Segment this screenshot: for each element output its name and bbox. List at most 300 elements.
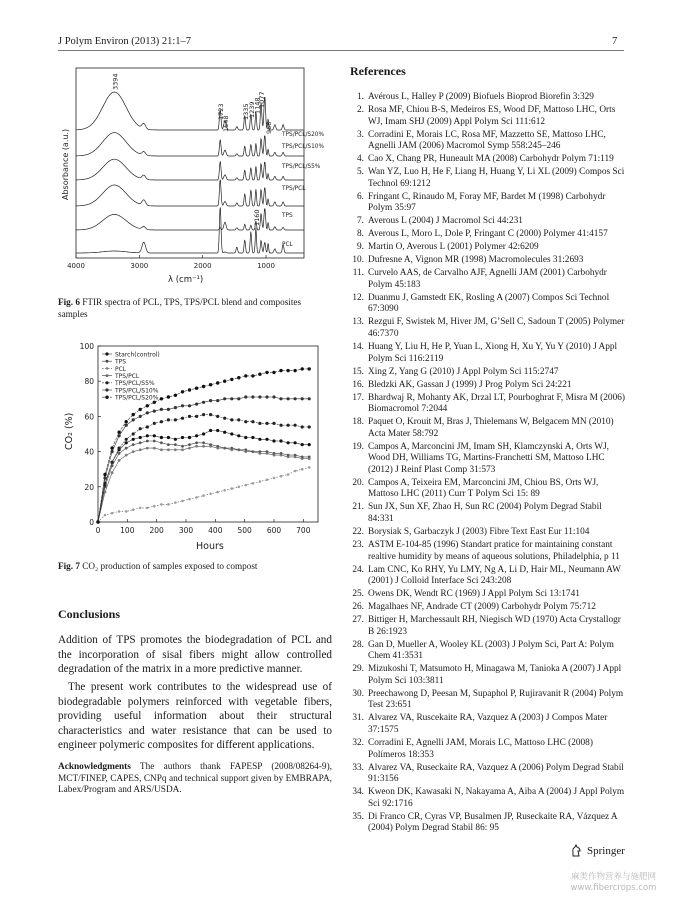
reference-number: 11. [352,268,364,279]
fig6-x-ticks [67,255,275,270]
reference-text: Curvelo AAS, de Carvalho AJF, Agnelli JAM (2001) Carbohydr Polym 45:183 [368,268,607,290]
reference-text: Rezgui F, Swistek M, Hiver JM, G’Sell C, Sadoun T (2005) Polymer 46:7370 [368,317,625,339]
conclusions-paragraph-1: Addition of TPS promotes the biodegradation of PCL and the incorporation of sisal fibers might allow controlled degradation of the matrix in a more predictive manner. [58,634,332,676]
reference-text: Di Franco CR, Cyras VP, Busalmen JP, Ruseckaite RA, Vázquez A (2004) Polym Degrad Stabil 86: 95 [368,811,618,834]
reference-number: 24. [352,564,364,575]
fig7-data-point [167,443,170,446]
fig6-peak-label: 1648 [222,115,230,132]
fig7-legend-marker [106,374,109,377]
fig7-x-label: Hours [196,541,224,552]
fig7-data-point [195,434,198,437]
fig7-data-point [223,489,226,492]
reference-item [350,589,626,601]
reference-number: 31. [352,713,364,724]
fig6-caption-label: Fig. 6 [58,297,80,307]
fig7-data-point [272,422,275,425]
fig6-peak-label: 1335 [241,103,250,120]
reference-text: Kweon DK, Kawasaki N, Nakayama A, Aiba A (2004) J Appl Polym Sci 92:1716 [368,787,625,809]
fig7-data-point [160,503,163,506]
fig7-y-tick-label: 20 [84,482,94,492]
springer-knight-icon [570,844,583,857]
fig7-data-point [251,395,254,398]
fig7-data-point [209,493,212,496]
fig7-x-tick-label: 100 [120,526,135,535]
reference-number: 27. [352,615,364,626]
fig7-data-point [238,486,241,489]
reference-text: Alvarez VA, Ruseckaite RA, Vazquez A (2006) Polym Degrad Stabil 91:3156 [368,762,624,785]
fig7-data-point [132,450,135,453]
fig7-data-point [245,484,248,487]
fig7-data-point [279,397,282,400]
fig6-spectrum-line [76,180,304,206]
reference-item [350,527,626,539]
fig6-caption [58,296,328,320]
fig7-legend-marker [105,381,108,384]
reference-number: 16. [352,379,364,390]
fig7-data-point [258,395,261,398]
acknowledgments [58,762,332,797]
fig7-series-line [98,415,309,522]
fig7-series-line [98,431,309,523]
fig7-data-point [153,434,156,437]
reference-item [350,192,626,215]
fig7-data-point [223,431,226,434]
fig7-data-point [181,500,184,503]
fig7-data-point [244,436,247,439]
reference-item [350,738,626,761]
fig7-data-point [132,508,135,511]
fig7-data-point [209,383,212,386]
reference-item [350,167,626,190]
reference-number: 15. [352,366,364,377]
fig7-legend-label: PCL [115,365,127,373]
reference-item [350,317,626,340]
fig7-data-point [174,443,177,446]
fig7-data-point [279,424,282,427]
fig7-data-point [188,447,191,450]
reference-text: Borysiak S, Garbaczyk J (2003) Fibre Text East Eur 11:104 [368,526,590,537]
conclusions-heading: Conclusions [58,607,121,621]
fig7-co2-chart [58,338,328,553]
fig7-data-point [132,418,135,421]
fig7-data-point [111,512,114,515]
fig7-data-point [146,447,149,450]
fig7-data-point [202,441,205,444]
fig6-series-label: TPS [282,213,293,219]
reference-text: Avérous L, Halley P (2009) Biofuels Bioprod Biorefin 3:329 [368,92,594,102]
fig7-data-point [244,374,247,377]
reference-number: 1. [357,92,364,102]
reference-item [350,787,626,810]
reference-number: 12. [352,292,364,303]
fig7-data-point [188,498,191,501]
fig7-data-point [181,417,184,420]
fig7-data-point [237,376,240,379]
fig7-data-point [266,452,269,455]
reference-number: 7. [357,216,364,227]
fig7-data-point [202,385,205,388]
reference-text: Gan D, Mueller A, Wooley KL (2003) J Polym Sci, Part A: Polym Chem 41:3531 [368,639,614,662]
reference-item [350,393,626,416]
fig7-data-point [308,367,311,370]
fig7-data-point [294,397,297,400]
fig7-data-point [259,452,262,455]
fig7-data-point [273,454,276,457]
reference-text: Bledzki AK, Gassan J (1999) J Prog Polym Sci 24:221 [368,379,572,390]
fig7-data-point [125,441,128,444]
fig7-caption-label: Fig. 7 [58,561,80,571]
fig7-data-point [230,448,233,451]
header-rule [58,50,624,51]
reference-item [350,713,626,736]
fig7-x-tick-label: 600 [266,526,282,535]
fig7-data-point [280,454,283,457]
fig7-data-point [153,422,156,425]
fig6-peak-label: 1239 [247,101,256,118]
reference-item [350,812,626,835]
fig7-x-tick-label: 400 [208,526,223,535]
fig7-data-point [111,461,114,464]
fig6-y-label: Absorbance (a.u.) [61,128,70,200]
fig6-peak-label: 1723 [217,103,226,120]
fig7-data-point [160,441,163,444]
reference-number: 30. [352,688,364,699]
fig7-data-point [153,440,156,443]
fig7-data-point [188,443,191,446]
reference-number: 32. [352,737,364,748]
fig7-data-point [251,420,254,423]
fig7-data-point [125,438,128,441]
reference-number: 22. [352,526,364,537]
fig6-x-tick-label: 2000 [193,262,212,270]
fig7-legend-label: TPS [115,358,127,366]
fig7-y-tick-label: 60 [84,412,94,422]
fig7-data-point [216,447,219,450]
fig7-data-point [174,448,177,451]
fig7-data-point [167,436,170,439]
references-heading: References [350,64,406,78]
fig7-data-point [301,443,304,446]
conclusions-paragraph-2: The present work contributes to the widespread use of biodegradable polymers reinforced with vegetable fibers, providing useful information about their structural characteristics and water resistance that can be used to engineer polymeric composites for different applications. [58,681,332,752]
reference-item [350,615,626,638]
fig7-data-point [139,436,142,439]
fig6-series-label: TPS/PCL/S10% [282,144,324,150]
fig7-data-point [251,374,254,377]
fig7-data-point [117,431,120,434]
reference-item [350,216,626,228]
reference-number: 28. [352,639,364,650]
fig7-data-point [272,371,275,374]
fig7-data-point [244,395,247,398]
fig7-data-point [118,459,121,462]
reference-number: 3. [357,129,364,140]
reference-item [350,255,626,267]
fig7-data-point [301,468,304,471]
fig6-peak-label: 1077 [258,91,267,108]
fig7-data-point [103,476,106,479]
reference-text: Huang Y, Liu H, He P, Yuan L, Xiong H, Xu Y, Yu Y (2010) J Appl Polym Sci 116:2119 [368,341,618,364]
fig7-data-point [174,394,177,397]
fig7-data-point [188,436,191,439]
fig7-data-point [202,413,205,416]
fig7-data-point [139,448,142,451]
fig7-data-point [237,418,240,421]
fig7-x-tick-label: 200 [149,526,164,535]
reference-text: Averous L, Moro L, Dole P, Fringant C (2000) Polymer 41:4157 [368,229,608,240]
fig7-data-point [230,397,233,400]
fig7-data-point [294,424,297,427]
fig6-peak-labels [111,73,273,226]
reference-text: Mizukoshi T, Matsumoto H, Minagawa M, Tanioka A (2007) J Appl Polym Sci 103:3811 [368,664,622,686]
reference-text: Rosa MF, Chiou B-S, Medeiros ES, Wood DF, Mattoso LHC, Orts WJ, Imam SHJ (2009) Appl Polym Sci 111:612 [368,104,616,127]
reference-number: 20. [352,477,364,488]
fig7-data-point [139,408,142,411]
fig7-data-point [230,432,233,435]
fig7-data-point [167,408,170,411]
reference-item [350,268,626,291]
fig7-data-point [160,420,163,423]
fig7-data-point [301,397,304,400]
fig7-data-point [286,369,289,372]
fig7-data-point [195,403,198,406]
fig7-data-point [237,434,240,437]
fig7-x-tick-label: 500 [237,526,252,535]
reference-text: Alvarez VA, Ruscekaite RA, Vazquez A (2003) J Compos Mater 37:1575 [368,713,608,735]
fig7-data-point [265,371,268,374]
fig7-data-point [118,447,121,450]
fig7-legend-label: TPS/PCL/S5% [115,380,155,388]
fig7-y-tick-label: 40 [84,447,94,457]
fig7-data-point [308,457,311,460]
fig7-data-point [287,424,290,427]
fig7-y-tick-label: 100 [79,342,94,351]
fig7-caption [58,560,328,572]
fig7-series-line [98,446,309,522]
fig7-data-point [301,457,304,460]
fig7-data-point [139,427,142,430]
reference-number: 10. [352,255,364,266]
fig7-legend-label: TPS/PCL/S20% [115,394,159,402]
reference-number: 35. [352,811,364,822]
reference-number: 26. [352,602,364,613]
reference-text: Fringant C, Rinaudo M, Foray MF, Bardet M (1998) Carbohydr Polym 35:97 [368,191,606,214]
fig7-data-point [132,413,135,416]
reference-item [350,478,626,501]
fig7-data-point [195,387,198,390]
fig7-data-point [103,473,106,476]
fig7-data-point [139,507,142,510]
fig7-data-point [118,452,121,455]
fig7-data-point [294,441,297,444]
fig7-data-point [160,448,163,451]
reference-item [350,417,626,440]
fig7-x-tick-label: 0 [95,526,101,535]
fig7-data-point [308,397,311,400]
reference-item [350,342,626,365]
fig7-legend-marker [105,396,108,399]
fig7-data-point [287,397,290,400]
fig7-data-point [209,429,212,432]
fig6-series-labels [281,132,324,248]
reference-number: 2. [357,104,364,115]
reference-text: Magalhaes NF, Andrade CT (2009) Carbohydr Polym 75:712 [368,602,596,613]
fig7-data-point [308,425,311,428]
fig6-series-label: TPS/PCL [282,186,306,192]
fig7-data-point [265,395,268,398]
fig7-data-point [216,381,219,384]
fig6-x-tick-label: 1000 [257,262,275,270]
fig7-data-point [273,477,276,480]
reference-text: Corradini E, Morais LC, Rosa MF, Mazzetto SE, Mattoso LHC, Agnelli JAM (2006) Macromol Symp 558:245–246 [368,129,606,152]
fig7-y-tick-label: 80 [84,377,94,387]
fig6-spectrum-line [76,159,304,180]
reference-text: Duanmu J, Gamstedt EK, Rosling A (2007) Compos Sci Technol 67:3090 [368,292,610,315]
reference-item [350,380,626,392]
fig7-data-point [110,446,113,449]
fig7-data-point [231,487,234,490]
fig6-peak-label: 966 [265,121,274,134]
fig7-data-point [216,429,219,432]
reference-item [350,502,626,525]
ack-label: Acknowledgments [58,762,131,772]
fig6-peak-label: 1148 [253,97,262,114]
fig7-data-point [237,448,240,451]
fig7-data-point [118,510,121,513]
fig7-data-point [251,436,254,439]
reference-number: 19. [352,441,364,452]
reference-number: 17. [352,392,364,403]
fig7-legend-marker [105,388,108,391]
fig7-data-point [223,380,226,383]
fig7-data-point [216,415,219,418]
fig7-data-point [266,479,269,482]
fig7-data-point [237,397,240,400]
reference-number: 5. [357,167,364,178]
reference-item [350,130,626,153]
fig7-data-point [125,454,128,457]
reference-item [350,242,626,254]
reference-number: 34. [352,787,364,798]
fig7-data-point [195,415,198,418]
reference-text: Averous L (2004) J Macromol Sci 44:231 [368,216,523,227]
reference-number: 18. [352,417,364,428]
fig7-data-point [293,369,296,372]
reference-text: Lam CNC, Ko RHY, Yu LMY, Ng A, Li D, Hair ML, Neumann AW (2001) J Colloid Interface Sci 243:208 [368,564,621,587]
fig7-data-point [301,367,304,370]
fig7-data-point [223,447,226,450]
watermark-url: www.fibercrops.com [570,883,657,893]
reference-item [350,640,626,663]
reference-number: 8. [357,229,364,240]
fig7-legend-marker [106,360,109,363]
fig7-data-point [209,399,212,402]
fig7-data-point [132,438,135,441]
reference-text: Campos A, Teixeira EM, Marconcini JM, Chiou BS, Orts WJ, Mattoso LHC (2011) Curr T Polym Sci 15: 89 [368,477,599,500]
reference-item [350,229,626,241]
fig7-data-point [188,388,191,391]
fig7-data-point [202,494,205,497]
reference-text: ASTM E-104-85 (1996) Standart pratice for maintaining constant realtive humidity by means of aqueous solutions, Philadelphia, p 11 [368,539,620,562]
reference-item [350,540,626,563]
fig7-legend-marker [105,352,108,355]
fig7-data-point [153,410,156,413]
reference-item [350,105,626,128]
fig7-legend-label: Starch(control) [115,351,160,359]
reference-number: 33. [352,762,364,773]
fig7-data-point [146,411,149,414]
reference-number: 14. [352,341,364,352]
fig7-data-point [279,439,282,442]
fig7-data-point [125,420,128,423]
reference-item [350,442,626,477]
fig7-data-point [188,404,191,407]
reference-number: 9. [357,242,364,253]
reference-number: 13. [352,317,364,328]
publisher-name: Springer [587,844,625,857]
fig7-data-point [146,440,149,443]
fig7-data-point [174,438,177,441]
fig7-data-point [265,438,268,441]
fig7-data-point [259,480,262,483]
fig7-series [97,445,311,524]
fig7-data-point [188,415,191,418]
fig7-data-point [146,425,149,428]
fig7-data-point [294,456,297,459]
reference-item [350,293,626,316]
reference-item [350,689,626,712]
fig7-data-point [272,439,275,442]
fig6-x-tick-label: 4000 [67,262,85,270]
fig7-data-point [287,473,290,476]
reference-list [350,92,626,836]
fig7-data-point [160,436,163,439]
fig7-data-point [160,408,163,411]
fig7-data-point [301,425,304,428]
fig7-data-point [202,432,205,435]
fig6-spectra [76,92,304,253]
fig6-caption-text: FTIR spectra of PCL, TPS, TPS/PCL blend and composites samples [58,297,302,319]
running-header-journal: J Polym Environ (2013) 21:1–7 [58,36,191,47]
fig7-data-point [244,420,247,423]
fig7-data-point [216,491,219,494]
page-number: 7 [612,36,618,47]
fig7-data-point [202,401,205,404]
fig7-data-point [308,466,311,469]
reference-item [350,154,626,166]
fig7-legend-marker [106,367,109,370]
fig7-data-point [195,445,198,448]
fig7-series [96,413,310,524]
fig7-data-point [167,395,170,398]
fig7-data-point [111,471,114,474]
fig7-caption-text: CO₂ production of samples exposed to compost [82,561,258,571]
reference-text: Preechawong D, Peesan M, Supaphol P, Rujiravanit R (2004) Polym Test 23:651 [368,688,624,711]
reference-text: Campos A, Marconcini JM, Imam SH, Klamczynski A, Orts WJ, Wood DH, Williams TG, Martins-Franchetti SM, Mattoso LHC (2012) J Reinf Plast Comp 31:573 [368,441,610,475]
fig7-data-point [181,404,184,407]
fig7-data-point [181,390,184,393]
fig6-x-label: λ (cm⁻¹) [168,275,204,285]
fig7-data-point [308,443,311,446]
fig7-data-point [216,399,219,402]
reference-text: Wan YZ, Luo H, He F, Liang H, Huang Y, Li XL (2009) Compos Sci Technol 69:1212 [368,167,625,189]
fig7-data-point [174,501,177,504]
fig7-data-point [230,378,233,381]
fig7-data-point [209,445,212,448]
fig7-x-tick-label: 700 [296,526,311,535]
reference-text: Corradini E, Agnelli JAM, Morais LC, Mattoso LHC (2008) Polímeros 18:353 [368,737,593,760]
fig7-data-point [125,447,128,450]
reference-number: 6. [357,191,364,202]
